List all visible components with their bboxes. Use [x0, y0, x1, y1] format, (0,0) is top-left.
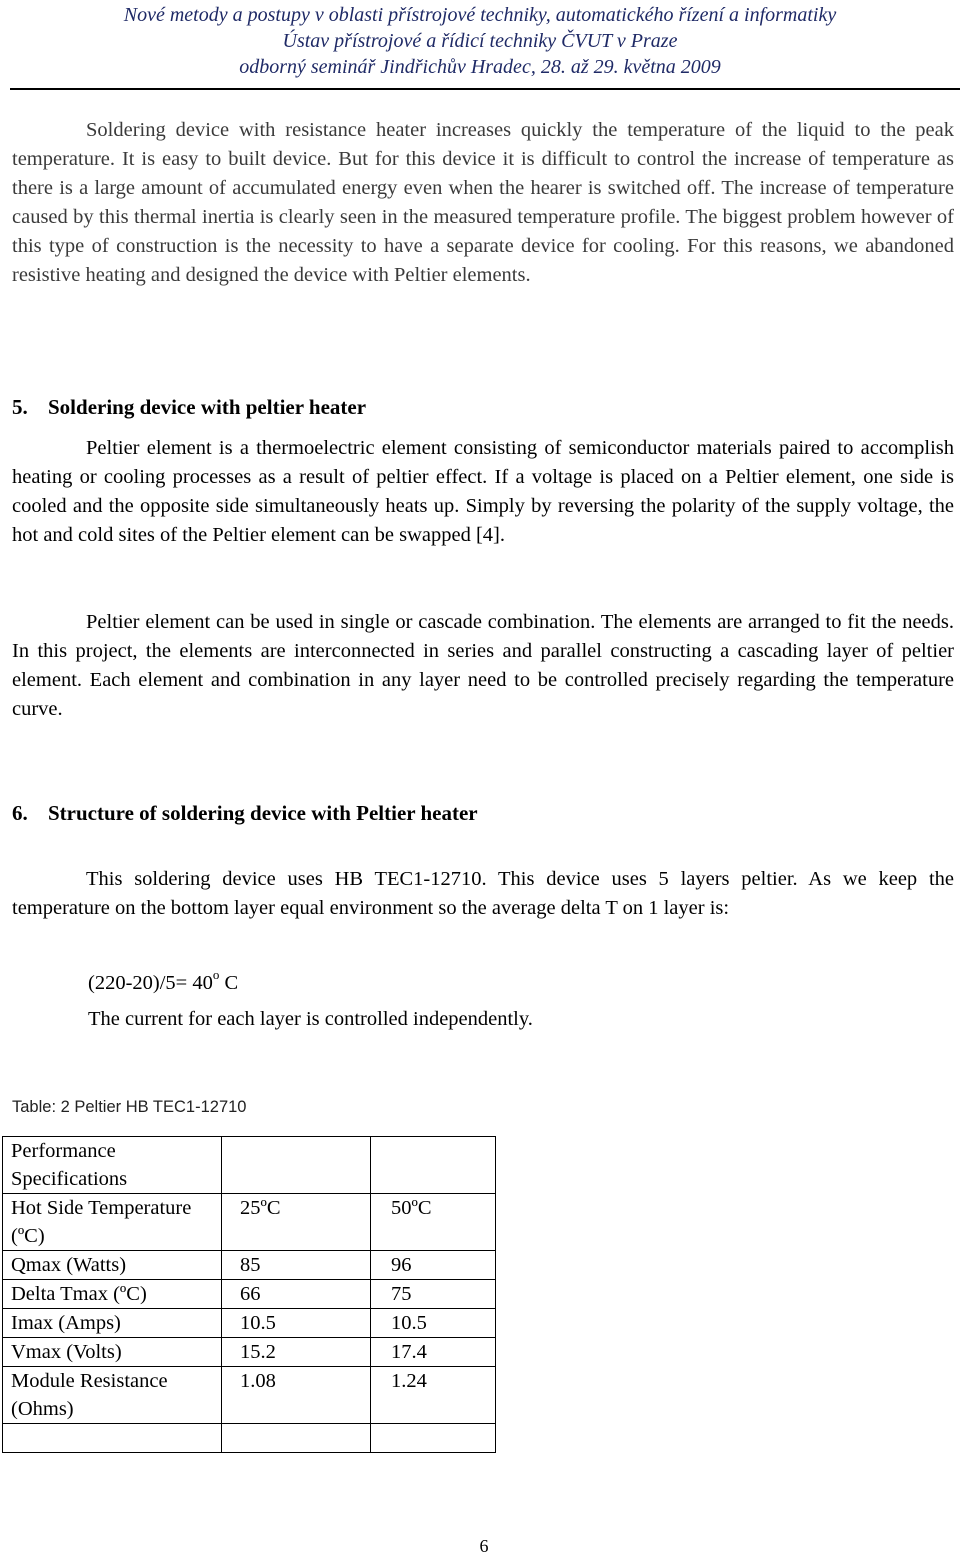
header-line-1: Nové metody a postupy v oblasti přístrojové techniky, automatického řízení a informatiky	[123, 4, 837, 26]
section-6-heading	[12, 800, 478, 826]
table-cell-value	[371, 1424, 496, 1453]
table-cell-value	[222, 1424, 371, 1453]
table-caption: Table: 2 Peltier HB TEC1-12710	[12, 1098, 247, 1116]
header-divider	[10, 88, 960, 90]
peltier-specs-table	[2, 1136, 496, 1453]
table-row	[3, 1194, 496, 1251]
section-6-number: 6.	[12, 801, 28, 825]
formula-degree-superscript: o	[212, 967, 220, 982]
header-line-2: Ústav přístrojové a řídicí techniky ČVUT v Praze	[282, 30, 678, 52]
table-cell-label: Imax (Amps)	[3, 1309, 222, 1338]
section-6-paragraph-1: This soldering device uses HB TEC1-12710. This device uses 5 layers peltier. As we keep the temperature on the bottom layer equal environment so the average delta T on 1 layer is:	[12, 868, 954, 919]
table-cell-value	[371, 1137, 496, 1194]
table-cell-value: 10.5	[222, 1309, 371, 1338]
table-row	[3, 1367, 496, 1424]
delta-t-formula	[88, 964, 238, 996]
table-row	[3, 1137, 496, 1194]
table-row	[3, 1338, 496, 1367]
table-row	[3, 1251, 496, 1280]
section-5-heading	[12, 394, 366, 420]
table-cell-value: 10.5	[371, 1309, 496, 1338]
intro-paragraph: Soldering device with resistance heater increases quickly the temperature of the liquid to the peak temperature. It is easy to built device. But for this device it is difficult to control the increase of temperature as there is a large amount of accumulated energy even when the hearer is switched off. The increase of temperature caused by this thermal inertia is clearly seen in the measured temperature profile. The biggest problem however of this type of construction is the necessity to have a separate device for cooling. For this reasons, we abandoned resistive heating and designed the device with Peltier elements.	[12, 119, 954, 286]
table-cell-value: 75	[371, 1280, 496, 1309]
table-cell-value: 96	[371, 1251, 496, 1280]
table-cell-label: Module Resistance (Ohms)	[3, 1367, 222, 1424]
header-line-3: odborný seminář Jindřichův Hradec, 28. až 29. května 2009	[239, 56, 721, 78]
section-5-title: Soldering device with peltier heater	[48, 395, 367, 419]
table-cell-value: 66	[222, 1280, 371, 1309]
table-cell-value	[222, 1137, 371, 1194]
table-row	[3, 1309, 496, 1338]
table-cell-label: Qmax (Watts)	[3, 1251, 222, 1280]
section-6-title: Structure of soldering device with Peltier heater	[48, 801, 478, 825]
formula-unit: C	[219, 971, 239, 994]
table-cell-label: Delta Tmax (ºC)	[3, 1280, 222, 1309]
table-cell-value: 1.24	[371, 1367, 496, 1424]
section-5-paragraph-1: Peltier element is a thermoelectric element consisting of semiconductor materials paired to accomplish heating or cooling processes as a result of peltier effect. If a voltage is placed on a Peltier element, one side is cooled and the opposite side simultaneously heats up. Simply by reversing the polarity of the supply voltage, the hot and cold sites of the Peltier element can be swapped [4].	[12, 437, 954, 546]
table-cell-value: 1.08	[222, 1367, 371, 1424]
page-number: 6	[479, 1536, 489, 1556]
formula-expression: (220-20)/5= 40	[88, 971, 213, 994]
table-cell-label: Hot Side Temperature (ºC)	[3, 1194, 222, 1251]
page-header	[0, 0, 960, 80]
table-cell-value: 17.4	[371, 1338, 496, 1367]
section-5-paragraph-2: Peltier element can be used in single or cascade combination. The elements are arranged to fit the needs. In this project, the elements are interconnected in series and parallel constructing a cascading layer of peltier element. Each element and combination in any layer need to be controlled precisely regarding the temperature curve.	[12, 611, 954, 720]
table-cell-value: 25ºC	[222, 1194, 371, 1251]
table-cell-label: Vmax (Volts)	[3, 1338, 222, 1367]
table-cell-value: 85	[222, 1251, 371, 1280]
table-row	[3, 1280, 496, 1309]
table-cell-value: 15.2	[222, 1338, 371, 1367]
table-cell-label	[3, 1424, 222, 1453]
table-cell-label: Performance Specifications	[3, 1137, 222, 1194]
table-cell-value: 50ºC	[371, 1194, 496, 1251]
table-row	[3, 1424, 496, 1453]
section-5-number: 5.	[12, 395, 28, 419]
current-control-sentence: The current for each layer is controlled independently.	[88, 1008, 533, 1030]
